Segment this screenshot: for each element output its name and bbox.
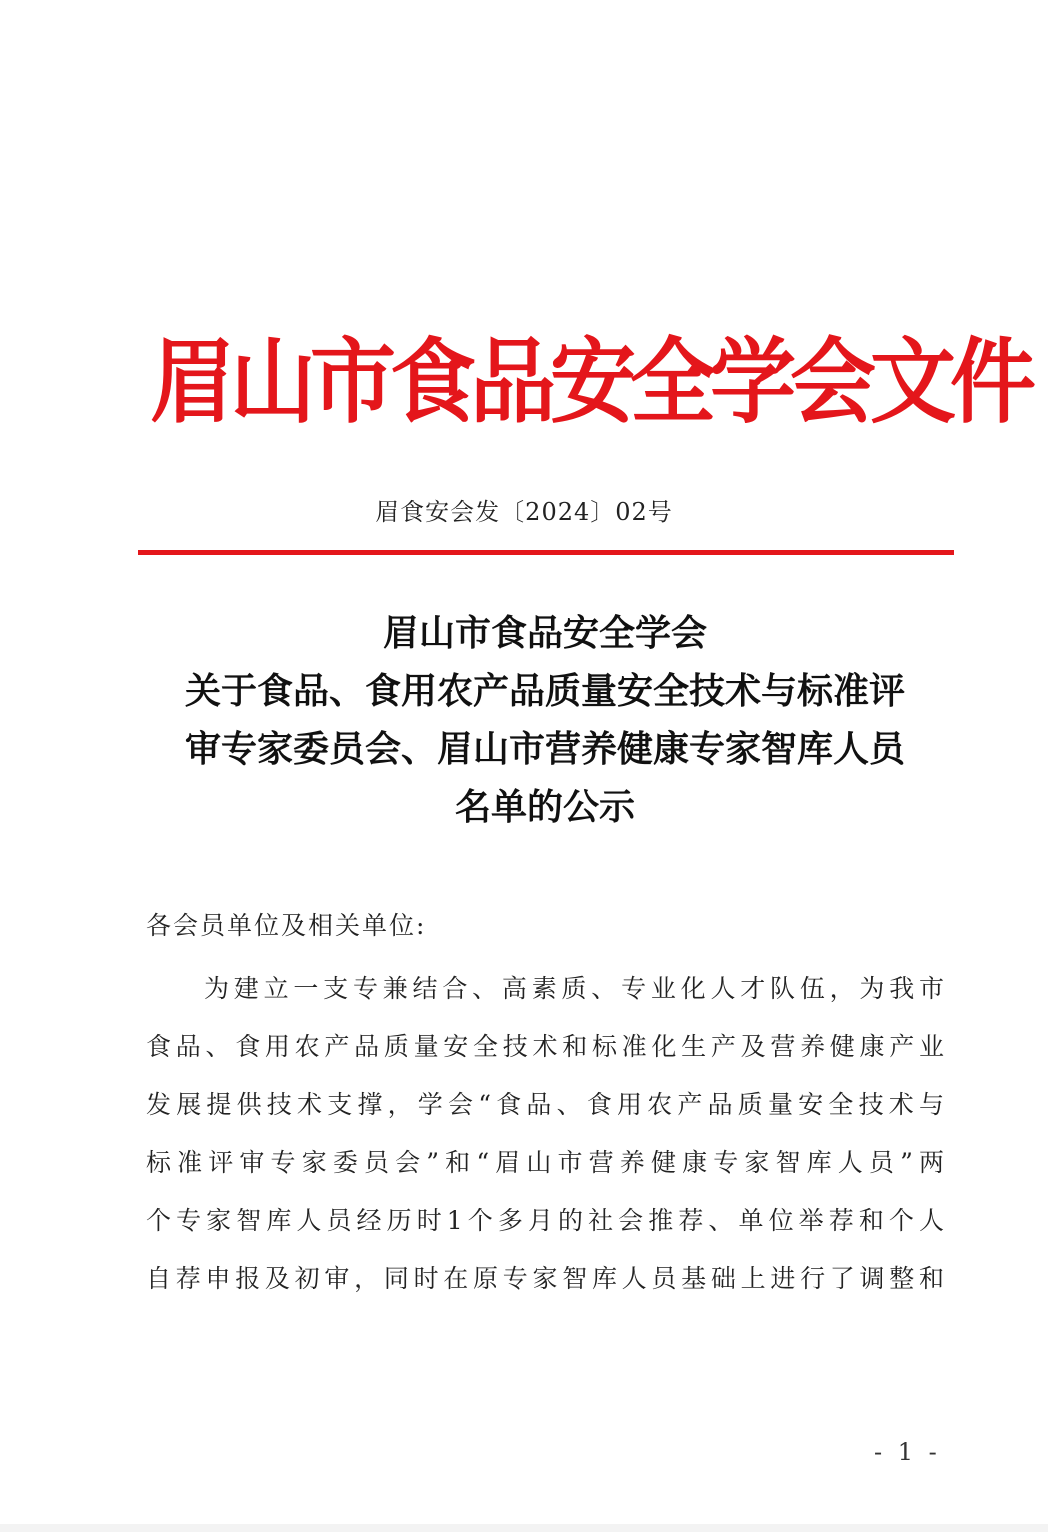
red-divider-rule (138, 550, 954, 555)
masthead-title: 眉山市食品安全学会文件 (150, 328, 1030, 437)
title-line: 审专家委员会、眉山市营养健康专家智库人员 (184, 728, 905, 770)
body-line: 食品、食用农产品质量安全技术和标准化生产及营养健康产业 (146, 1032, 946, 1061)
salutation: 各会员单位及相关单位: (146, 911, 427, 940)
body-line: 标准评审专家委员会”和“眉山市营养健康专家智库人员”两 (146, 1148, 946, 1177)
title-line: 关于食品、食用农产品质量安全技术与标准评 (184, 670, 905, 712)
document-number: 眉食安会发〔2024〕02号 (375, 498, 673, 526)
title-line: 眉山市食品安全学会 (382, 612, 707, 654)
body-line: 为建立一支专兼结合、高素质、专业化人才队伍，为我市 (204, 974, 946, 1003)
body-line: 自荐申报及初审，同时在原专家智库人员基础上进行了调整和 (146, 1264, 946, 1293)
body-line: 发展提供技术支撑，学会“食品、食用农产品质量安全技术与 (146, 1090, 946, 1119)
title-line: 名单的公示 (454, 786, 635, 828)
page-bottom-edge (0, 1524, 1048, 1532)
notice-title (140, 604, 950, 836)
page-number: - 1 - (874, 1438, 941, 1466)
body-line: 个专家智库人员经历时1个多月的社会推荐、单位举荐和个人 (146, 1206, 946, 1235)
body-paragraph (146, 960, 946, 1308)
